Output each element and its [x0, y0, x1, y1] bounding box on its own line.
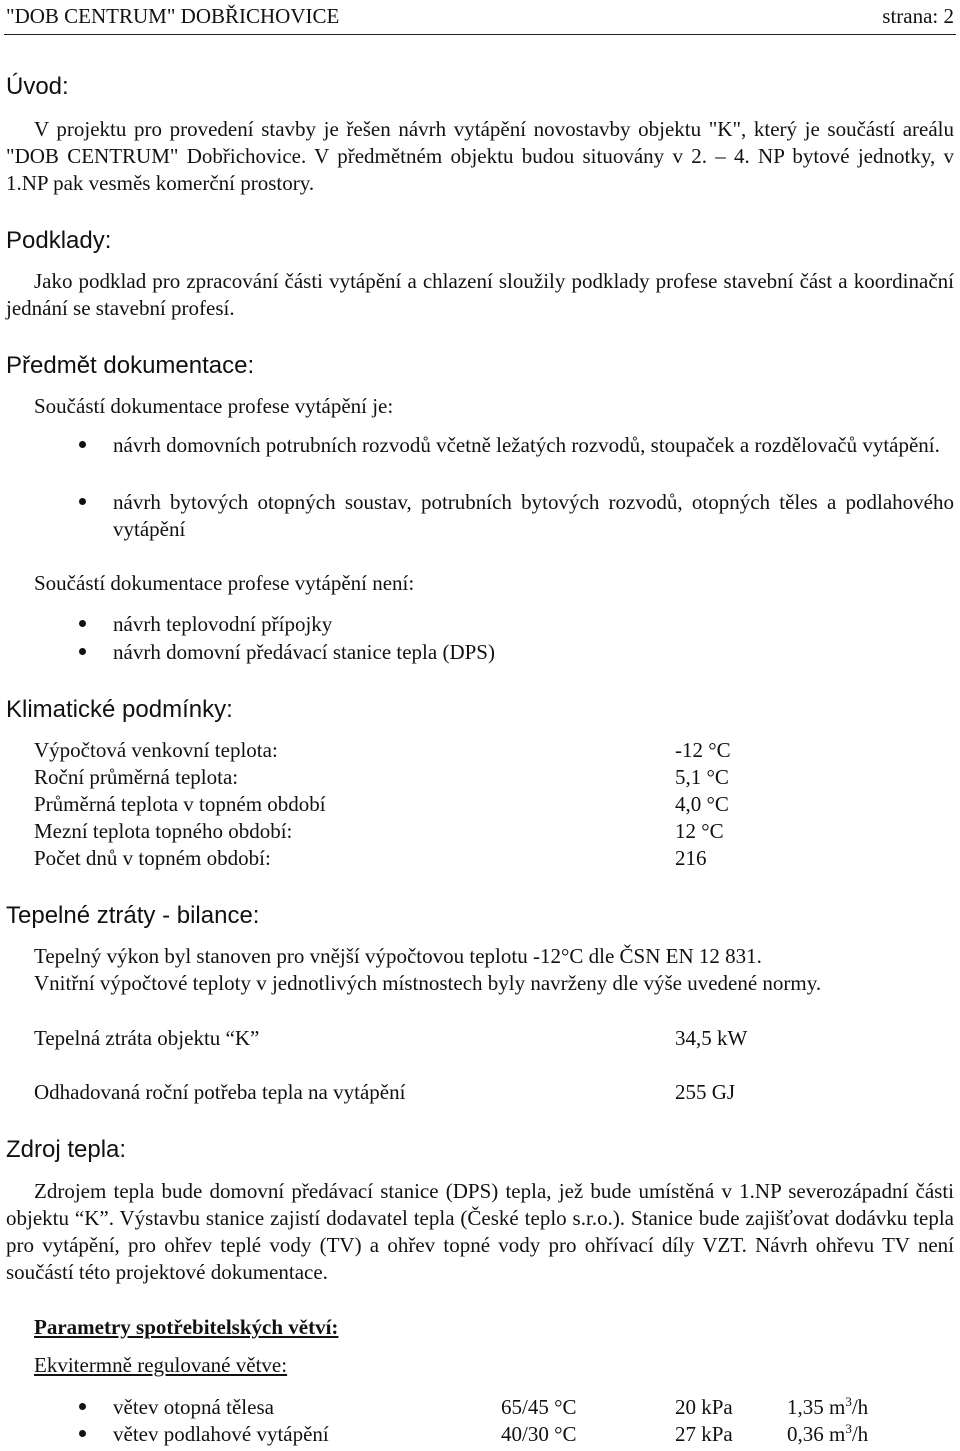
ztraty-line-2: Vnitřní výpočtové teploty v jednotlivých místnostech byly navrženy dle výše uvedené normy.	[34, 971, 822, 995]
klima-label: Mezní teplota topného období:	[34, 819, 293, 843]
bullet-marker	[79, 1403, 86, 1410]
header-divider	[4, 34, 956, 35]
zdroj-paragraph: Zdrojem tepla bude domovní předávací stanice (DPS) tepla, jež bude umístěná v 1.NP severozápadní části objektu “K”. Výstavbu stanice zajistí dodavatel tepla (České teplo s.r.o.). Stanice bude zajišťovat dodávku tepla pro vytápění, pro ohřev teplé vody (TV) a ohřev topné vody pro ohřívací díly VZT. Návrh ohřevu TV není součástí této projektové dokumentace.	[6, 1179, 954, 1284]
branch-flow: 0,36 $m^3/h$	[787, 1421, 869, 1446]
ztraty-label: Tepelná ztráta objektu “K”	[34, 1026, 260, 1050]
uvod-paragraph: V projektu pro provedení stavby je řešen návrh vytápění novostavby objektu "K", který je součástí areálu "DOB CENTRUM" Dobřichovice. V předmětném objektu budou situovány v 2. – 4. NP bytové jednotky, v 1.NP pak vesměs komerční prostory.	[6, 117, 954, 195]
predmet-je-intro: Součástí dokumentace profese vytápění je:	[34, 394, 394, 418]
predmet-je-item-1: návrh domovních potrubních rozvodů včetně ležatých rozvodů, stoupaček a rozdělovačů vytápění.	[113, 433, 940, 457]
podklady-paragraph: Jako podklad pro zpracování části vytápění a chlazení sloužily podklady profese stavební část a koordinační jednání se stavební profesí.	[6, 269, 954, 320]
ztraty-value: 255 GJ	[675, 1080, 736, 1104]
predmet-neni-item-1: návrh teplovodní přípojky	[113, 612, 333, 636]
klima-label: Roční průměrná teplota:	[34, 765, 239, 789]
ztraty-heading: Tepelné ztráty - bilance:	[6, 902, 260, 929]
predmet-neni-intro: Součástí dokumentace profese vytápění není:	[34, 571, 415, 595]
predmet-je-item-2: návrh bytových otopných soustav, potrubních bytových rozvodů, otopných těles a podlahového vytápění	[113, 490, 954, 541]
predmet-neni-item-2: návrh domovní předávací stanice tepla (DPS)	[113, 640, 495, 664]
branch-pressure: 27 kPa	[675, 1422, 733, 1446]
klima-label: Počet dnů v topném období:	[34, 846, 271, 870]
klima-value: 4,0 °C	[675, 792, 729, 816]
parametry-heading: Parametry spotřebitelských větví:	[34, 1315, 339, 1339]
document-title: "DOB CENTRUM" DOBŘICHOVICE	[6, 4, 340, 28]
bullet-marker	[79, 441, 86, 448]
bullet-marker	[79, 1430, 86, 1437]
klima-heading: Klimatické podmínky:	[6, 696, 233, 723]
branch-flow: 1,35 $m^3/h$	[787, 1394, 869, 1419]
page-number: strana: 2	[882, 4, 954, 28]
ztraty-line-1: Tepelný výkon byl stanoven pro vnější výpočtovou teplotu -12°C dle ČSN EN 12 831.	[34, 944, 762, 968]
ztraty-value: 34,5 kW	[675, 1026, 748, 1050]
branch-temps: 40/30 °C	[501, 1422, 577, 1446]
podklady-heading: Podklady:	[6, 227, 112, 254]
branch-name: větev podlahové vytápění	[113, 1422, 329, 1446]
klima-value: 5,1 °C	[675, 765, 729, 789]
branch-pressure: 20 kPa	[675, 1395, 733, 1419]
branch-name: větev otopná tělesa	[113, 1395, 274, 1419]
bullet-marker	[79, 498, 86, 505]
parametry-subheading: Ekvitermně regulované větve:	[34, 1353, 288, 1377]
branch-temps: 65/45 °C	[501, 1395, 577, 1419]
uvod-heading: Úvod:	[6, 73, 69, 100]
klima-label: Výpočtová venkovní teplota:	[34, 738, 278, 762]
klima-value: -12 °C	[675, 738, 731, 762]
klima-value: 216	[675, 846, 707, 870]
predmet-heading: Předmět dokumentace:	[6, 352, 255, 379]
zdroj-heading: Zdroj tepla:	[6, 1136, 127, 1163]
bullet-marker	[79, 620, 86, 627]
ztraty-label: Odhadovaná roční potřeba tepla na vytápění	[34, 1080, 406, 1104]
page-header	[6, 3, 954, 29]
klima-label: Průměrná teplota v topném období	[34, 792, 326, 816]
klima-value: 12 °C	[675, 819, 724, 843]
bullet-marker	[79, 648, 86, 655]
